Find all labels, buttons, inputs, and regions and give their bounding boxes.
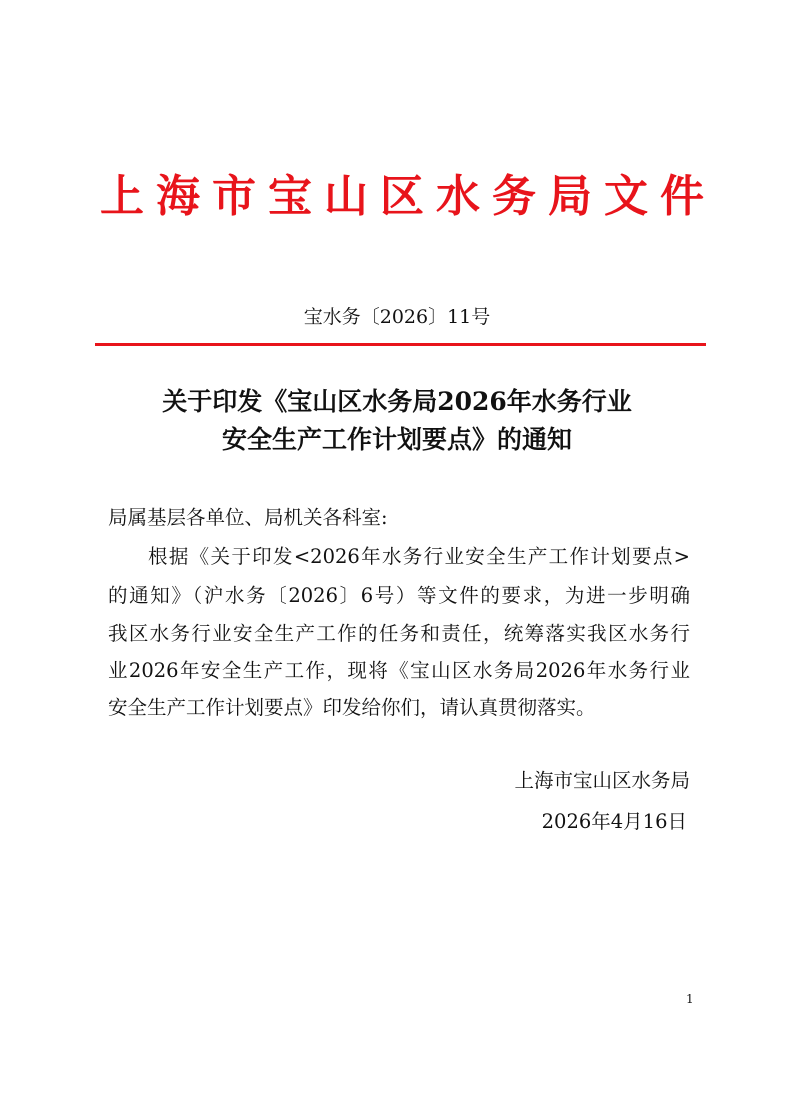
notice-heading-line-1: 关于印发《宝山区水务局2026年水务行业 [162,387,632,416]
body-line: 的通知》（沪水务〔2026〕6号）等文件的要求，为进一步明确 [108,584,690,607]
body-line: 业2026年安全生产工作，现将《宝山区水务局2026年水务行业 [108,659,690,682]
salutation: 局属基层各单位、局机关各科室: [108,506,388,529]
body-line: 安全生产工作计划要点》印发给你们，请认真贯彻落实。 [108,696,596,719]
notice-heading-line-2: 安全生产工作计划要点》的通知 [221,425,572,454]
body-line: 我区水务行业安全生产工作的任务和责任，统筹落实我区水务行 [108,622,690,645]
body-line: 根据《关于印发<2026年水务行业安全生产工作计划要点> [148,545,690,568]
signature-org: 上海市宝山区水务局 [514,769,690,792]
page-number: 1 [686,992,694,1006]
red-divider [95,343,706,346]
document-title: 上海市宝山区水务局文件 [100,171,716,222]
signature-date: 2026年4月16日 [541,810,687,833]
document-number: 宝水务〔2026〕11号 [303,306,491,328]
